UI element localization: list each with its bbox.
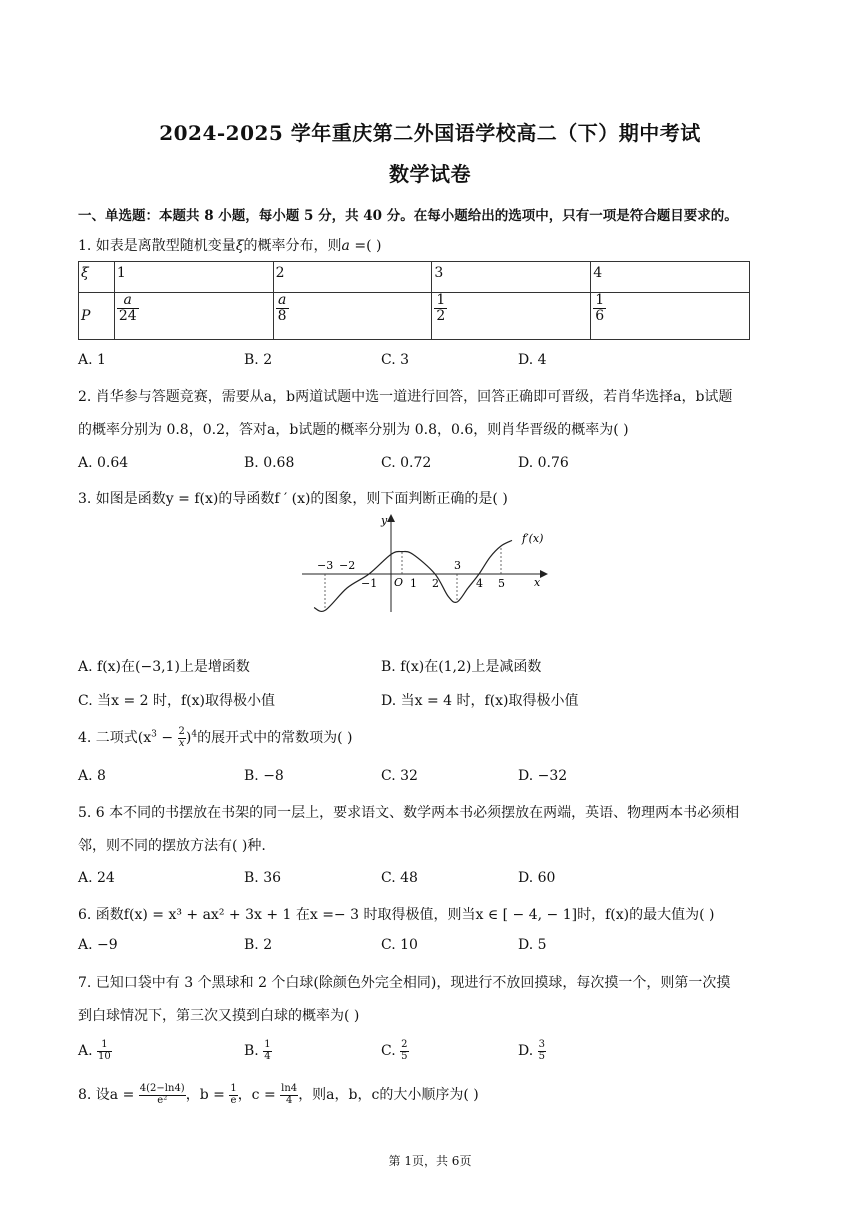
section-heading: 一、单选题：本题共 8 小题，每小题 5 分，共 40 分。在每小题给出的选项中，只有一项是符合题目要求的。 [78,208,738,224]
table-cell: 4 [591,262,750,293]
x-axis-arrow-icon [540,570,548,578]
q5-line2: 邻，则不同的摆放方法有( )种. [78,838,266,854]
table-cell: $\frac{a}{24}$ [114,293,273,340]
q7-line2: 到白球情况下，第三次又摸到白球的概率为( ) [78,1008,360,1024]
derivative-graph [296,512,556,616]
q7-line1: 7. 已知口袋中有 3 个黑球和 2 个白球(除颜色外完全相同)，现进行不放回摸球，每次摸一个，则第一次摸 [78,975,731,991]
q5-line1: 5. 6 本不同的书摆放在书架的同一层上，要求语文、数学两本书必须摆放在两端，英语、物理两本书必须相 [78,805,740,821]
tick-label: 2 [432,577,439,590]
q1-distribution-table [78,261,750,340]
q7-option-d: D. $\frac{3}{5}$ [518,1039,546,1062]
q1-stem: 1. 如表是离散型随机变量ξ的概率分布，则a =( ) [78,238,382,254]
q1-option-d: D. 4 [518,352,547,368]
y-axis-arrow-icon [387,514,395,522]
q3-stem: 3. 如图是函数y = f(x)的导函数f ′ (x)的图象，则下面判断正确的是( ) [78,491,508,507]
q4-option-d: D. −32 [518,768,568,784]
q3-option-d: D. 当x = 4 时，f(x)取得极小值 [381,693,579,709]
q6-stem: 6. 函数f(x) = x³ + ax² + 3x + 1 在x =− 3 时取得极值，则当x ∈ [ − 4, − 1]时，f(x)的最大值为( ) [78,907,715,923]
tick-label: −1 [361,577,378,590]
q3-option-a: A. f(x)在(−3,1)上是增函数 [78,659,250,675]
q2-line1: 2. 肖华参与答题竞赛，需要从a，b两道试题中选一道进行回答，回答正确即可晋级，若肖华选择a，b试题 [78,389,733,405]
origin-label: O [394,576,404,589]
q6-option-a: A. −9 [78,937,118,953]
curve-label: f′(x) [522,532,544,545]
q4-option-b: B. −8 [244,768,284,784]
tick-label: 1 [410,577,417,590]
tick-label: 3 [454,559,461,572]
q6-option-d: D. 5 [518,937,547,953]
q7-option-a: A. $\frac{1}{10}$ [78,1039,111,1062]
q3-option-c: C. 当x = 2 时，f(x)取得极小值 [78,693,275,709]
exam-subtitle: 数学试卷 [389,162,471,186]
q7-option-b: B. $\frac{1}{4}$ [244,1039,271,1062]
table-cell: $\frac{1}{6}$ [591,293,750,340]
table-cell: 2 [273,262,432,293]
table-cell: $\frac{a}{8}$ [273,293,432,340]
q3-option-b: B. f(x)在(1,2)上是减函数 [381,659,542,675]
x-axis-label: x [534,576,541,589]
q2-option-b: B. 0.68 [244,455,295,471]
q4-option-c: C. 32 [381,768,418,784]
q5-option-c: C. 48 [381,870,418,886]
table-row-label: P [79,293,115,340]
q5-option-b: B. 36 [244,870,282,886]
tick-label: −3 [317,559,334,572]
q1-option-c: C. 3 [381,352,410,368]
q4-stem: 4. 二项式($x^3$ − $\frac{2}{x}$ )$^4$的展开式中的常数项为( ) [78,726,353,749]
page-footer: 第 1页，共 6页 [388,1154,472,1168]
q2-option-a: A. 0.64 [78,455,129,471]
q5-option-d: D. 60 [518,870,556,886]
tick-label: 5 [498,577,505,590]
q2-option-d: D. 0.76 [518,455,569,471]
tick-label: 4 [476,577,483,590]
q2-line2: 的概率分别为 0.8，0.2，答对a，b试题的概率分别为 0.8，0.6，则肖华晋级的概率为( ) [78,422,629,438]
table-row-label: ξ [79,262,115,293]
q6-option-b: B. 2 [244,937,273,953]
table-cell: 1 [114,262,273,293]
tick-label: −2 [339,559,356,572]
q8-stem: 8. 设a = $\frac{4(2-\ln 4)}{\text{e²}}$ ，b = $\frac{1}{e}$ ，c = $\frac{\ln 4}{4}$ ，则a，b，c的大小顺序为( ) [78,1083,479,1106]
q1-option-a: A. 1 [78,352,106,368]
q5-option-a: A. 24 [78,870,115,886]
q7-option-c: C. $\frac{2}{5}$ [381,1039,408,1062]
derivative-curve [314,540,512,611]
q2-option-c: C. 0.72 [381,455,432,471]
q4-option-a: A. 8 [78,768,106,784]
table-cell: 3 [432,262,591,293]
exam-title: 2024-2025 学年重庆第二外国语学校高二（下）期中考试 [159,121,701,145]
table-cell: $\frac{1}{2}$ [432,293,591,340]
q6-option-c: C. 10 [381,937,418,953]
q1-option-b: B. 2 [244,352,273,368]
y-axis-label: y [381,514,388,527]
